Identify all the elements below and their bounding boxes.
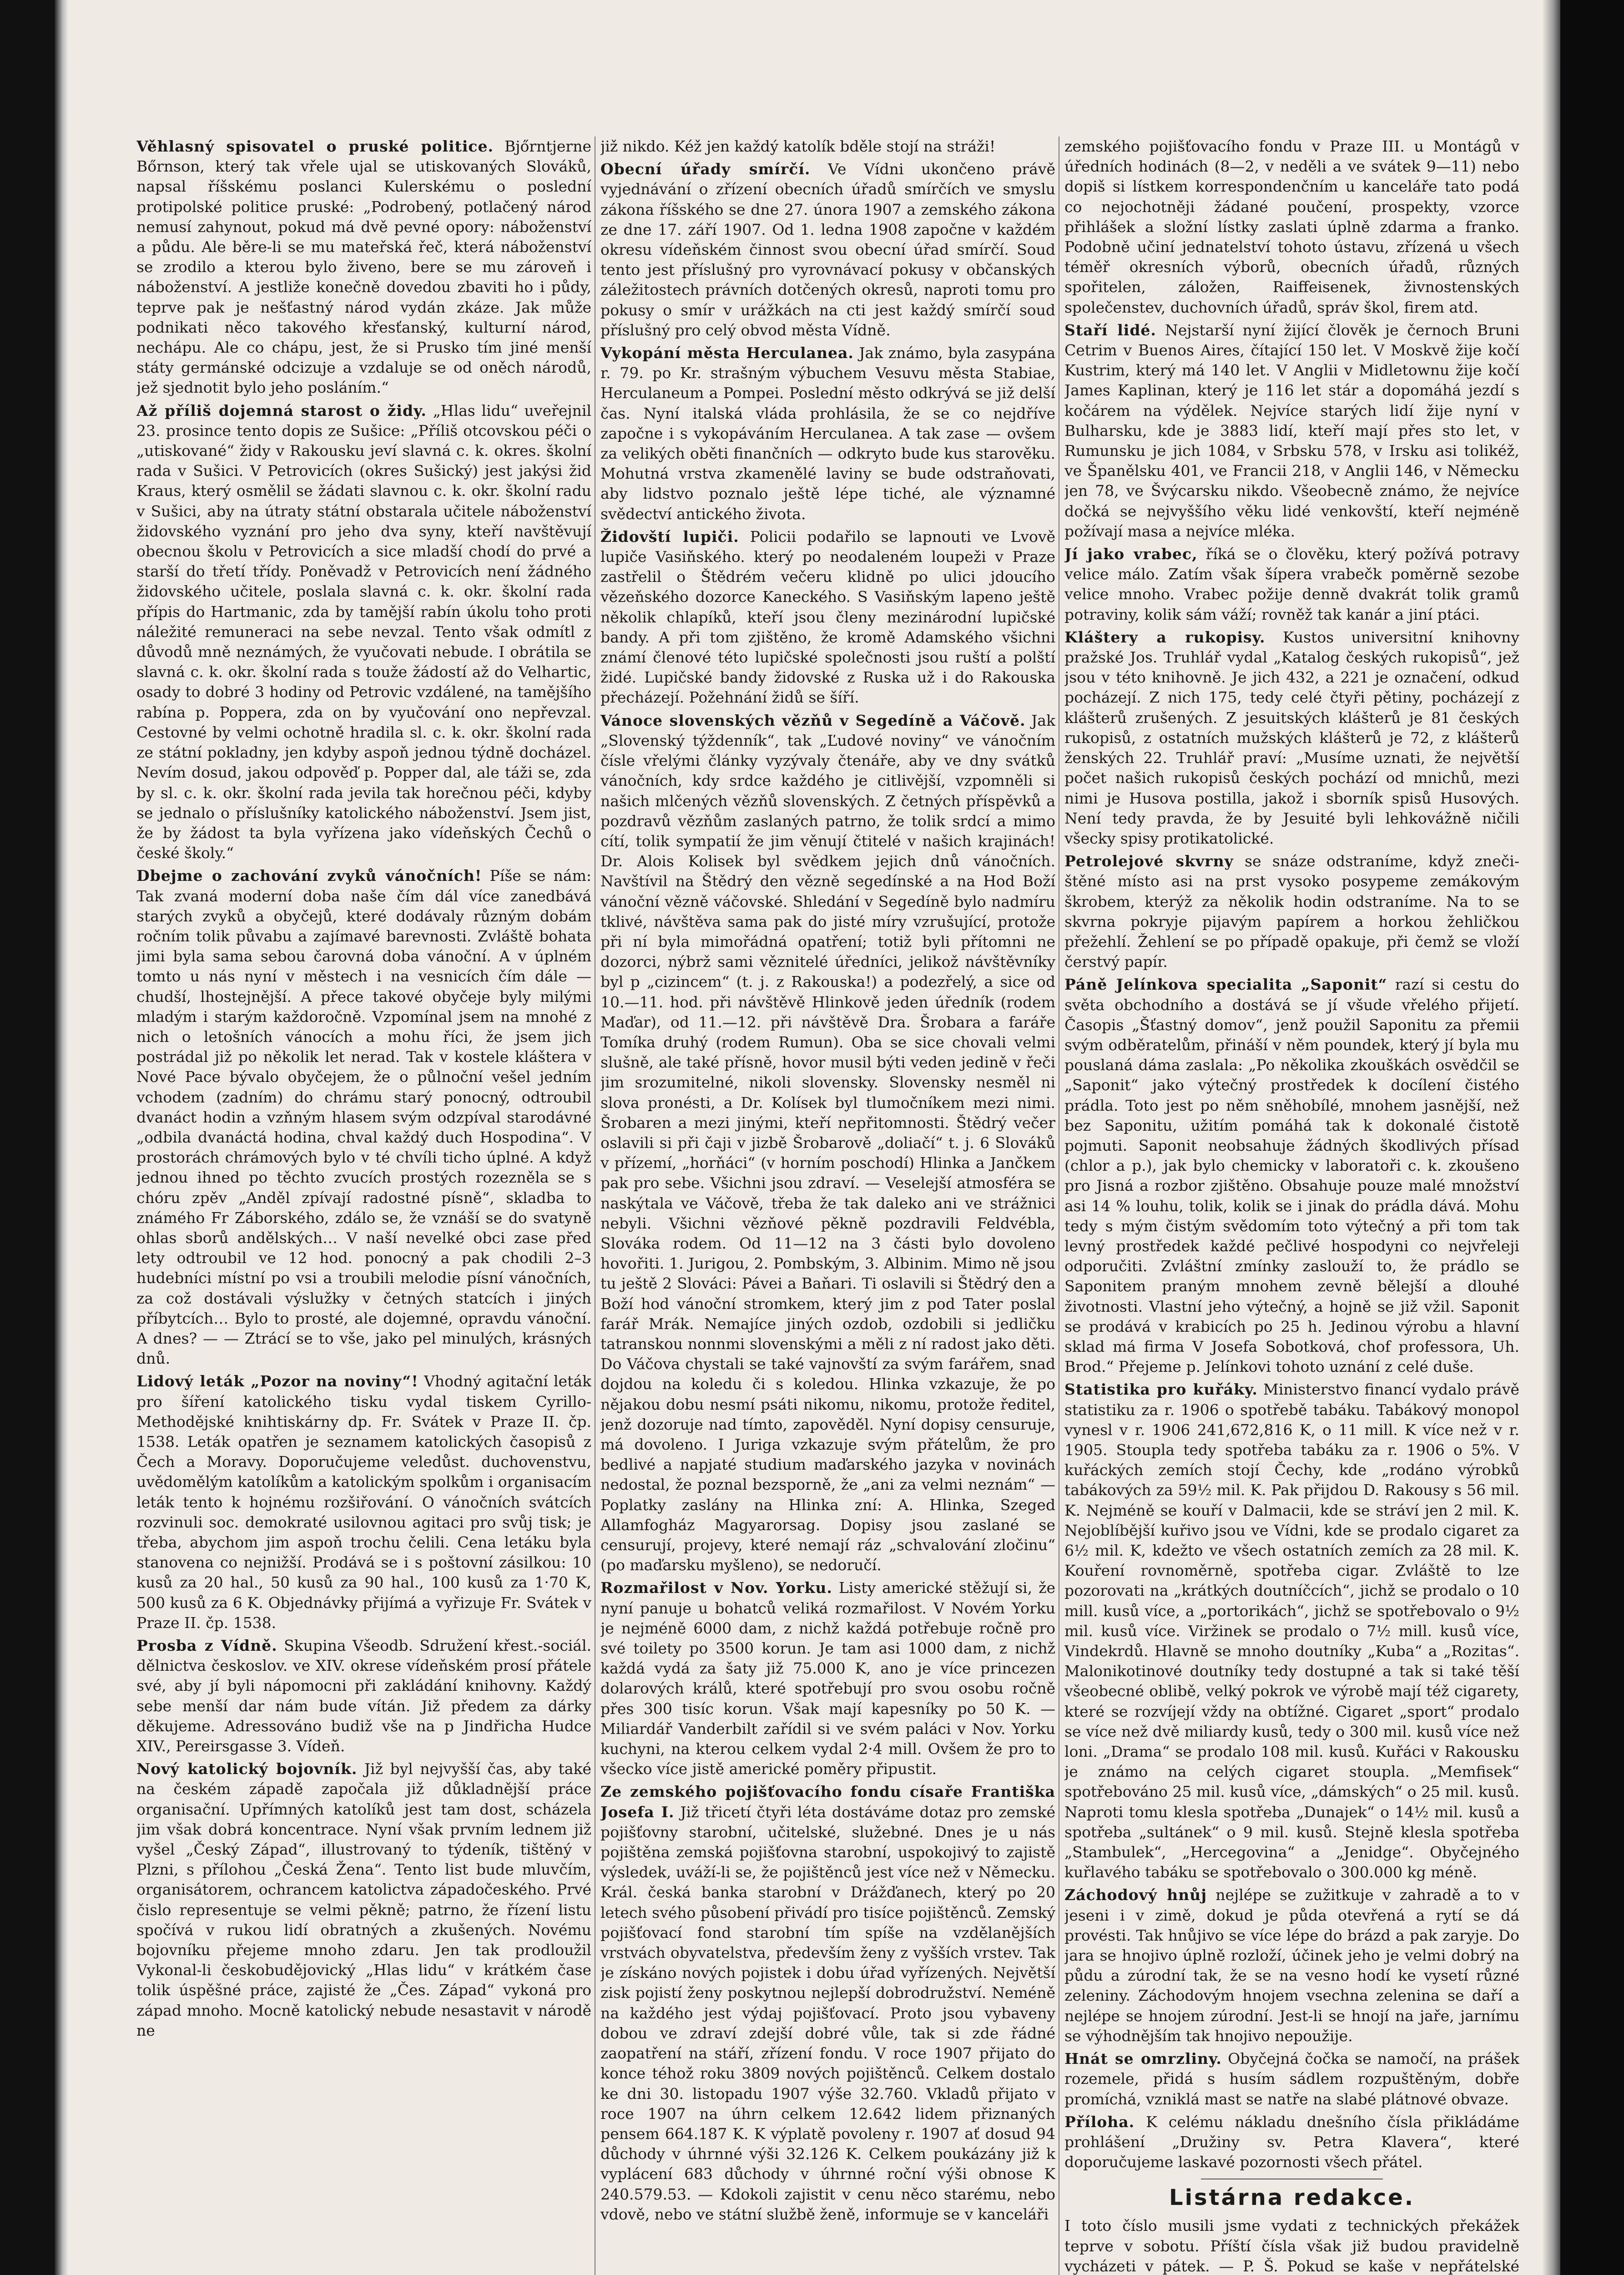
article-body [136, 1759, 591, 2041]
article-body [600, 136, 1055, 157]
article [1064, 851, 1519, 972]
article-text: „Hlas lidu“ uveřejnil 23. prosince tento dopis ze Sušice: „Příliš otcovskou péči o „utiskované“ židy v Rakousku jeví slavná c. k. okres. školní rada v Sušici. V Petrovicích (okres Sušický) jest jakýsi žid Kraus, který osmělil se žádati slavnou c. k. okr. školní radu v Sušici, aby na útraty státní obstarala učitele náboženství židovského vyznání pro jeho dva syny, kteří navštěvují obecnou školu v Petrovicích a sice mladší chodí do prvé a starší do třetí třídy. Poněvadž v Petrovicích není žádného židovského učitele, poslala slavná c. k. okr. školní rada přípis do Hartmanic, zda by tamější rabín úkolu toho proti náležité remuneraci na sebe nevzal. Tento však odmítl z důvodů mně neznámých, že vyučovati nebude. I obrátila se slavná c. k. okr. školní rada s touže žádostí až do Velhartic, osady to dobré 3 hodiny od Petrovic vzdálené, na tamějšího rabína p. Poppera, zda on by vyučování ono nepřevzal. Cestovné by velmi ochotně hradila sl. c. k. okr. školní rada ze státní pokladny, jen kdyby aspoň jednou týdně docházel. Nevím dosud, jakou odpověď p. Popper dal, ale táži se, zda by sl. c. k. okr. školní rada jevila tak horečnou péči, kdyby se jednalo o příslušníky katolického náboženství. Jsem jist, že by žádost ta byla vyřízena jako vídeňských Čechů o české školy.“ [136, 401, 591, 862]
article-text: Píše se nám: Tak zvaná moderní doba naše čím dál více zanedbává starých zvyků a obyčejů, které dodávaly různým dobám ročním tolik půvabu a zajímavé barevnosti. Zvláště bohata jimi byla sama sebou čarovná doba vánoční. A v úplném tomto u nás nyní v městech i na vesnicích čím dále — chudší, lhostejnější. A přece takové obyčeje byly milými mladým i starým každoročně. Vzpomínal jsem na mnohé z nich o letošních vánocích a mohu říci, že jsem jich postrádal již po několik let nerad. Tak v kostele kláštera v Nové Pace bývalo obyčejem, že o půlnoční vešel jedním vchodem (zadním) do chrámu starý ponocný, odtroubil dvanáct hodin a vzňným hlasem svým odzpíval starodávné „odbila dvanáctá hodina, chval každý duch Hospodina“. V prostorách chrámových bylo v té chvíli ticho úplné. A když jednou ihned po těchto zvucích prostých rozezněla se s chóru zpěv „Anděl zpívají radostné písně“, skladba to známého Fr Záborského, zdálo se, že vznáší se do svatyně ohlas sborů andělských… V naší nevelké obci zase před lety odtroubil ve 12 hod. ponocný a pak chodili 2–3 hudebníci místní po vsi a troubili melodie písní vánočních, za což dostávali výslužky v četných statcích i jiných příbytcích… Bylo to prosté, ale dojemné, opravdu vánoční. A dnes? — — Ztrácí se to vše, jako pel minulých, krásných dnů. [136, 867, 591, 1368]
article [1064, 2112, 1519, 2173]
article-body [1064, 2112, 1519, 2173]
article-headline: Lidový leták „Pozor na noviny“! [136, 1372, 419, 1390]
article-text: Skupina Všeodb. Sdružení křest.-sociál. dělnictva českoslov. ve XIV. okrese vídeňském prosí přátele své, aby jí byli nápomocni při zakládání knihovny. Každý sebe menší dar nám bude vítán. Již předem za dárky děkujeme. Adressováno budiž vše na p Jindřicha Hudce XIV., Pereirsgasse 3. Vídeň. [136, 1637, 591, 1755]
article-headline: Petrolejové skvrny [1064, 852, 1234, 870]
article-body [1064, 1885, 1519, 2046]
article-headline: Prosba z Vídně. [136, 1637, 277, 1655]
article [136, 1371, 591, 1633]
article-headline: Příloha. [1064, 2113, 1135, 2131]
article-text: Obyčejná čočka se namočí, na prášek rozemele, přidá s husím sádlem rozpuštěným, dobře promíchá, vzniklá mast se natře na slabé plátnové obvaze. [1064, 2050, 1519, 2108]
article-headline: Věhlasný spisovatel o pruské politice. [136, 137, 494, 155]
article-headline: Dbejme o zachování zvyků vánočních! [136, 867, 482, 885]
article-text: Nejstarší nyní žijící člověk je černoch Bruni Cetrim v Buenos Aires, čítající 150 let. V Moskvě žije kočí Kustrim, který má 140 let. V Anglii v Midletownu žije kočí James Kaplinan, který je 116 let stár a dopomáhá jezdí s kočárem na výdělek. Nejvíce starých lidí žije nyní v Bulharsku, kde je 3883 lidí, kteří mají přes sto let, v Rumunsku je jich 1084, v Srbsku 578, v Irsku asi tolikéž, ve Španělsku 401, ve Francii 218, v Anglii 146, v Německu jen 78, ve Švýcarsku nikdo. Všeobecně známo, že nejvíce dočká se nejvyššího věku lidé venkovští, kteří nejméně požívají masa a nejvíce mléka. [1064, 321, 1519, 540]
article [136, 136, 591, 398]
article-body [600, 1782, 1055, 2224]
scan-left-border [0, 0, 59, 2275]
article-text: Ministerstvo financí vydalo právě statistiku za r. 1906 o spotřebě tabáku. Tabákový monopol vynesl v r. 1906 241,672,816 K, o 11 mill. K více než v r. 1905. Stoupla tedy spotřeba tabáku za r. 1906 o 5%. V kuřáckých zemích stojí Čechy, kde „rodáno výrobků tabákových za 59½ mil. K. Pak přijdou D. Rakousy s 56 mil. K. Nejméně se kouří v Dalmacii, kde se stráví jen 2 mil. K. Nejoblíbější kuřivo jsou ve Vídni, kde se prodalo cigaret za 6½ mil. K, kdežto ve všech ostatních zemích za 28 mil. K. Kouření rovnoměrně, spotřeba cigar. Zvláště to lze pozorovati na „krátkých doutníčcích“, jichž se prodalo o 10 mill. kusů více, a „portorikách“, jichž se spotřebovalo o 9½ mil. kusů více. Viržinek se prodalo o 7½ mill. kusů více, Vindekrdů. Hlavně se mnoho doutníky „Kuba“ a „Rozitas“. Malonikotinové doutníky tedy dostupné a tak si také těší všeobecné oblibě, velký pokrok ve výrobě mají též cigarety, které se rozvíjejí vždy na obtížné. Cigaret „sport“ prodalo se více než dvě miliardy kusů, tedy o 300 mil. kusů více než loni. „Drama“ se prodalo 108 mil. kusů. Kuřáci v Rakousku je známo na celých cigaret stoupla. „Memfisek“ spotřebováno 25 mil. kusů více, „dámských“ o 25 mil. kusů. Naproti tomu klesla spotřeba „Dunajek“ o 14½ mil. kusů a spotřeba „sultánek“ o 9 mil. kusů. Stejně klesla spotřeba „Stambulek“, „Hercegovina“ a „Jenidge“. Obyčejného kuřlavého tabáku se spotřebovalo o 300.000 kg méně. [1064, 1380, 1519, 1881]
article-headline: Nový katolický bojovník. [136, 1760, 358, 1778]
article-headline: Jí jako vrabec, [1064, 545, 1198, 563]
article-body [136, 1636, 591, 1756]
column-1 [136, 136, 591, 2275]
article [600, 711, 1055, 1576]
article-body: I toto číslo musili jsme vydati z technických překážek teprve v sobotu. Příští čísla však již budou pravidelně vycházeti v pátek. — P. Š. Pokud se kaše v nepřátelské [1064, 2217, 1519, 2275]
article [136, 1636, 591, 1756]
article-headline: Hnát se omrzliny. [1064, 2050, 1222, 2068]
article-text: zemského pojišťovacího fondu v Praze III. u Montágů v úředních hodinách (8—2, v neděli a ve svátek 9—11) nebo dopiš si lístkem korrespondenčním u kanceláře tato podá co nejochotněji žádané poučení, prospekty, vzorce přihlášek a složní lístky zaslati úplně zdarma a franko. Podobně učiní jednatelství tohoto ústavu, zřízená u všech téměř okresních výborů, obecních úřadů, různých spořitelen, záložen, Raiffeisenek, živnostenských společenstev, duchovních úřadů, správ škol, firem atd. [1064, 137, 1519, 316]
article [600, 343, 1055, 524]
article-body [136, 136, 591, 398]
article-text: Kustos universitní knihovny pražské Jos. Truhlář vydal „Katalog českých rukopisů“, jež jsou v této knihovně. Je jich 432, a 221 je označení, odkud pocházejí. Z nich 175, tedy celé čtyři pětiny, pocházejí z klášterů zrušených. Z jesuitských klášterů je 81 českých rukopisů, z ostatních mužských klášterů je 72, z klášterů ženských 22. Truhlář praví: „Musíme uznati, že největší počet našich rukopisů českých pochází od mnichů, mezi nimi je Husova postilla, jakož i sborník spisů Husových. Není tedy pravda, že by Jesuité byli lehkovážně ničili všecky spisy protikatolické. [1064, 628, 1519, 847]
article-body [1064, 627, 1519, 849]
article-headline: Staří lidé. [1064, 321, 1156, 339]
article [600, 159, 1055, 340]
column-3 [1064, 136, 1519, 2275]
article [1064, 975, 1519, 1377]
article [136, 401, 591, 864]
article-text: Jak známo, byla zasypána r. 79. po Kr. strašným výbuchem Vesuvu města Stabiae, Herculaneum a Pompei. Poslední město odkrývá se již delší čas. Nyní italská vláda prohlásila, že se co nejdříve započne i s vykopáváním Herculanea. A tak zase — ovšem za velikých oběti finančních — odkryto bude kus starověku. Mohutná vrstva zkamenělé laviny se bude odstraňovati, aby lidstvo poznalo ještě lépe tiché, ale významné svědectví antického života. [600, 344, 1055, 523]
scan-right-border [1560, 0, 1624, 2275]
article-body [1064, 2049, 1519, 2109]
article-body [136, 401, 591, 864]
article-body [600, 159, 1055, 340]
article-text: razí si cestu do světa obchodního a dostává se jí všude vřelého přijetí. Časopis „Šťastný domov“, jenž použil Saponitu za přemii svým odběratelům, přináší v něm poundek, který jí byla mu pouslaná dáma zaslala: „Po několika zkouškách osvědčil se „Saponit“ jako výtečný prostředek k docílení čistého prádla. Toto jest po něm sněhobílé, mnohem jasnější, než bez Saponitu, užitím pomáhá tak k dokonalé čistotě pojmuti. Saponit neobsahuje žádných škodlivých přísad (chlor a p.), jak bylo chemicky v laboratoři c. k. zkoušeno pro Jisná a rozbor zjištěno. Obsahuje pouze malé množství asi 14 % louhu, tolik, kolik se i jinak do prádla dává. Mohu tedy s mým čistým svědomím toto výtečný a při tom tak levný prostředek každé pečlivé hospodyni co nejvřeleji odporučiti. Zvláštní zmínky zaslouží to, že prádlo se Saponitem praným mnohem zevně bělejší a dlouhé životnosti. Vlastní jeho výtečný, a hojně se již vžil. Saponit se prodává v krabicích po 25 h. Jedinou výrobu a hlavní sklad má firma V Josefa Sobotková, chof professora, Uh. Brod.“ Přejeme p. Jelínkovi tohoto uznání z celé duše. [1064, 976, 1519, 1376]
article-headline: Páně Jelínkova specialita „Saponit“ [1064, 976, 1387, 994]
article [136, 866, 591, 1369]
column-2 [600, 136, 1055, 2275]
article [1064, 136, 1519, 318]
article-text: K celému nákladu dnešního čísla přikládáme prohlášení „Družiny sv. Petra Klavera“, které doporučujeme laskavé pozornosti všech přátel. [1064, 2113, 1519, 2171]
article-body [1064, 975, 1519, 1377]
article-text: Již třicetí čtyři léta dostáváme dotaz pro zemské pojišťovny starobní, učitelské, služebné. Dnes je u nás pojištěna zemská pojišťovna starobní, uspokojivý to zajistě výsledek, uváží-li se, že pojištěnců jest více než v Německu. Král. česká banka starobní v Drážďanech, který po 20 letech svého působení přivádí pro tisíce pojištěnců. Zemský pojišťovací fond starobní tím spíše na vzdělanějších vrstvách obyvatelstva, především ženy z vyšších vrstev. Tak je získáno nových pojistek i dobu úřad vyřízených. Největší zisk pojistí ženy poskytnou nejlepší dobrodružství. Neméně na každého jest výdaj pojišťovací. Proto jsou vybaveny dobou ve zdraví zdejší dobré vůle, tak si zde řádné zaopatření na stáří, zřízení fondu. V roce 1907 přijato do konce téhož roku 3809 nových pojištěnců. Celkem dostalo ke dni 30. listopadu 1907 výše 32.760. Vkladů přijato v roce 1907 na úhrn celkem 12.642 lidem přiznaných pensem 664.187 K. K výplatě povoleny r. 1907 ať dosud 94 důchody v úhrnné výši 32.126 K. Celkem poukázány již k vyplácení 683 důchody v úhrnné roční výši obnose K 240.579.53. — Kdokoli zajistit v cenu něco starému, nebo vdově, nebo ve státní službě ženě, informuje se v kanceláři [600, 1803, 1055, 2223]
article-text: již nikdo. Kéž jen každý katolík bděle stojí na stráži! [600, 137, 996, 155]
article-body [1064, 1380, 1519, 1882]
article-headline: Ze zemského pojišťovacího fondu císaře Františka Josefa I. [600, 1783, 1055, 1821]
article-body [136, 866, 591, 1369]
article-body [1064, 320, 1519, 541]
article [1064, 1885, 1519, 2046]
article [600, 1782, 1055, 2224]
article-headline: Rozmařilost v Nov. Yorku. [600, 1579, 832, 1597]
article-headline: Záchodový hnůj [1064, 1886, 1207, 1904]
article-body [136, 1371, 591, 1633]
article-text: Již byl nejvyšší čas, aby také na českém západě započala již důkladnější práce organisační. Upřímných katolíků jest tam dost, scházela jim však dobrá koncentrace. Nyní však prvním lednem již vyšel „Český Západ“, illustrovaný to týdeník, tištěný v Plzni, s přílohou „Česká Žena“. Tento list bude mluvčím, organisátorem, ochrancem katolictva západočeského. Prvé čislo representuje se velmi pěkně; patrno, že řízení listu spočívá v rukou lidí obratných a zkušených. Novému bojovníku přejeme mnoho zdaru. Jen tak prodloužil Vykonal-li českobudějovický „Hlas lidu“ v krátkém čase tolik úspěšné práce, zajisté že „Čes. Západ“ vykoná pro západ mnoho. Mocně katolický nebude nesastavit v národě ne [136, 1760, 591, 2039]
article-text: říká se o člověku, který požívá potravy velice málo. Zatím však šípera vrabečk poměrně sezobe velice mnoho. Vrabec požije denně dvakrát tolik gramů potraviny, kolik sám váží; rovněž tak kanár a jiní ptáci. [1064, 545, 1519, 623]
article-headline: Židovští lupiči. [600, 527, 739, 546]
article [600, 527, 1055, 708]
article [136, 1759, 591, 2041]
article-headline: Vykopání města Herculanea. [600, 344, 854, 362]
article [1064, 2179, 1519, 2275]
article-text: nejlépe se zužitkuje v zahradě a to v jeseni i v zimě, dokud je půda otevřená a rytí se dá provésti. Tak hnůjivo se více lépe do brázd a pak zaryje. Do jara se hnojivo úplně rozloží, účinek jeho je velmi dobrý na půdu a zúrodní tak, že se na vesno hodí ke vysetí různé zeleniny. Záchodovým hnojem vsechna zelenina se daří a nejlépe se hnojem zúrodní. Jest-li se hnojí na jaře, jarnímu se výhodnějším tak hnojivo nepoužije. [1064, 1886, 1519, 2045]
article-headline: Vánoce slovenských vězňů v Segedíně a Váčově. [600, 711, 1026, 729]
article-headline: Až příliš dojemná starost o židy. [136, 401, 427, 420]
article [1064, 320, 1519, 541]
article-text: Listy americké stěžují si, že nyní panuje u bohatců veliká rozmařilost. V Novém Yorku je nejméně 6000 dam, z nichž každá potřebuje ročně pro své toilety po 3500 korun. Je tam asi 1000 dam, z nichž každá vydá za šaty již 75.000 K, ano je více princezen dolarových králů, které spotřebují pro svou osobu ročně přes 300 tisíc korun. Však mají kapesníky po 50 K. — Miliardář Vanderbilt zařídil si ve svém paláci v Nov. Yorku kuchyni, na kterou celkem vydal 2·4 mill. Ovšem že pro to všecko více jistě americké poměry připustit. [600, 1579, 1055, 1778]
article-body [600, 527, 1055, 708]
article [600, 136, 1055, 157]
article-body [600, 343, 1055, 524]
article-headline: Statistika pro kuřáky. [1064, 1380, 1258, 1399]
article-text: Jak „Slovenský týždenník“, tak „Ľudové noviny“ ve vánočním čísle vřelými články vyzývaly čtenáře, aby ve dny svátků vánočních, kdy srdce každého je citlivější, vzpomněli si našich mlčených vězňů slovenských. Z četných příspěvků a pozdravů vězňům zaslaných patrno, že tolik srdcí a mimo cítí, tolik sympatií že jim věnují čtitelé v našich krajinách! Dr. Alois Kolisek byl svědkem jejich dnů vánočních. Navštívil na Štědrý den vězně segedínské a na Hod Boží vánoční vězně váčovské. Shledání v Segedíně bylo nadmíru tklivé, návštěva sama pak do jisté míry vzrušující, protože při ní byla mimořádná opatření; totiž byli přítomni ne dozorci, nýbrž sami věznitelé úředníci, jelikož návštěvníky byl p „cizincem“ (t. j. z Rakouska!) a podezřelý, a sice od 10.—11. hod. při návštěvě Hlinkově jeden úředník (rodem Maďar), od 11.—12. při návštěvě Dra. Šrobara a faráře Tomíka druhý (rodem Rumun). Oba se sice chovali velmi slušně, ale také přísně, hovor musil býti veden jedině v řeči jim srozumitelné, nikoli slovensky. Slovensky nesměl ni slova pronésti, a Dr. Kolísek byl tlumočníkem mezi nimi. Šrobaren a mezi jinými, kteří nepřitomnosti. Štědrý večer oslavili si při čaji v jizbě Šrobarově „doliačí“ t. j. 6 Slováků v přízemí, „horňáci“ (v horním poschodí) Hlinka a Jančkem pak pro sebe. Všichni jsou zdraví. — Veselejší atmosféra se naskýtala ve Váčově, třeba že tak daleko ani ve strážnici nebyli. Všichni vězňové pěkně pozdravili Feldvébla, Slováka rodem. Od 11—12 na 3 části bylo dovoleno hovořiti. 1. Jurigou, 2. Pombským, 3. Albinim. Mimo ně jsou tu ještě 2 Slováci: Pávei a Baňari. Ti oslavili si Štědrý den a Boží hod vánoční stromkem, který jim z pod Tater poslal farář Mrák. Nemajíce jiných ozdob, ozdobili si jedličku tatranskou nonnmi slovenskými a měli z ní radost jako děti. Do Váčova chystali se také vajnovští za svým farářem, snad dojdou na koledu či s koledou. Hlinka vzkazuje, že po nějakou dobu nesmí psáti nikomu, nikomu, protože ředitel, jenž dozoruje nad tímto, zapověděl. Nyní dopisy censuruje, má dovoleno. I Juriga vzkazuje svým přátelům, že pro bedlivé a napjaté studium maďarského jazyka v novinách nedostal, že poznal bezsporně, že „ani za velmi neznám“ — Poplatky zaslány na Hlinka zní: A. Hlinka, Szeged Allamfogház Magyarorsag. Dopisy jsou zaslané se censurují, projevy, které nemají ráz „schvalování zločinu“ (po maďarsku myšleno), se nedoručí. [600, 711, 1055, 1574]
article-headline: Kláštery a rukopisy. [1064, 628, 1266, 646]
article-text: Vhodný agitační leták pro šíření katolického tisku vydal tiskem Cyrillo-Methodějské knihtiskárny dp. Fr. Svátek v Praze II. čp. 1538. Leták opatřen je seznamem katolických časopisů z Čech a Moravy. Doporučujeme veledůst. duchovenstvu, uvědomělým katolíkům a katolickým spolkům i organisacím leták tento k hojnému rozšiřování. O vánočních svátcích rozvinuli soc. demokraté usilovnou agitaci pro svůj tisk; je třeba, abychom jim aspoň trochu čelili. Cena letáku byla stanovena co nejnižší. Prodává se i s poštovní zásilkou: 10 kusů za 20 hal., 50 kusů za 90 hal., 100 kusů za 1·70 K, 500 kusů za 6 K. Objednávky přijímá a vyřizuje Fr. Svátek v Praze II. čp. 1538. [136, 1372, 591, 1632]
article-headline: Obecní úřady smírčí. [600, 160, 811, 178]
article-body [1064, 851, 1519, 972]
article [1064, 627, 1519, 849]
article-body [600, 711, 1055, 1576]
article-body [1064, 544, 1519, 625]
article-body [600, 1578, 1055, 1779]
article-body [1064, 136, 1519, 318]
scan-left-edge [55, 0, 68, 2275]
article [1064, 2049, 1519, 2109]
article [1064, 544, 1519, 625]
article [600, 1578, 1055, 1779]
article [1064, 1380, 1519, 1882]
article-text: Bjőrntjerne Bőrnson, který tak vřele ujal se utiskovaných Slováků, napsal říšskému poslanci Kulerskému o poslední protipolské politice pruské: „Podrobený, potlačený národ nemusí zahynout, pokud má dvě pevné opory: náboženství a půdu. Ale běre-li se mu mateřská řeč, která náboženství se zrodilo a kterou bylo živeno, bere se mu zároveň i náboženství. A jestliže konečně dovedou zbaviti ho i půdy, teprve pak je nešťastný národ vydán zkáze. Jak může podnikati něco takového křesťanský, kulturní národ, nechápu. Ale co chápu, jest, že si Prusko tím jiné menší státy germánské odcizuje a vzdaluje se od oněch národů, jež sjednotit bylo jeho posláním.“ [136, 137, 591, 397]
article-text: Ve Vídni ukončeno právě vyjednávání o zřízení obecních úřadů smírčích ve smyslu zákona říšského se dne 27. února 1907 a zemského zákona ze dne 17. září 1907. Od 1. ledna 1908 započne v každém okresu vídeňském činnost svou obecní úřad smírčí. Soud tento jest příslušný pro vyrovnávací pokusy v občanských záležitostech právních dotčených okresů, naproti tomu pro pokusy o smír v urážkách na cti jest každý smírčí soud příslušný pro celý obvod města Vídně. [600, 160, 1055, 339]
section-heading: Listárna redakce. [1169, 2185, 1415, 2211]
article-text: se snáze odstraníme, když zneči-štěné místo asi na prst vysoko posypeme zemákovým škrobem, kterýž za několik hodin odstraníme. Na to se skvrna pokryje pijavým papírem a horkou žehličkou přežehlí. Žehlení se po případě opakuje, při čemž se vloží čerstvý papír. [1064, 852, 1519, 971]
article-text: Policii podařilo se lapnouti ve Lvově lupiče Vasiňského. který po neodaleném loupeži v Praze zastřelil o Štědrém večeru klidně po ulici jdoucího vězeňského dozorce Kaneckého. S Vasiňským lapeno ještě několik chlapíků, kteří jsou členy mezinárodní lupičské bandy. A při tom zjištěno, že kromě Adamského všichni známí členové této lupičské společnosti jsou ruští a polští židé. Lupičské bandy židovské z Ruska už i do Rakouska přecházejí. Požehnání židů se šíří. [600, 527, 1055, 707]
